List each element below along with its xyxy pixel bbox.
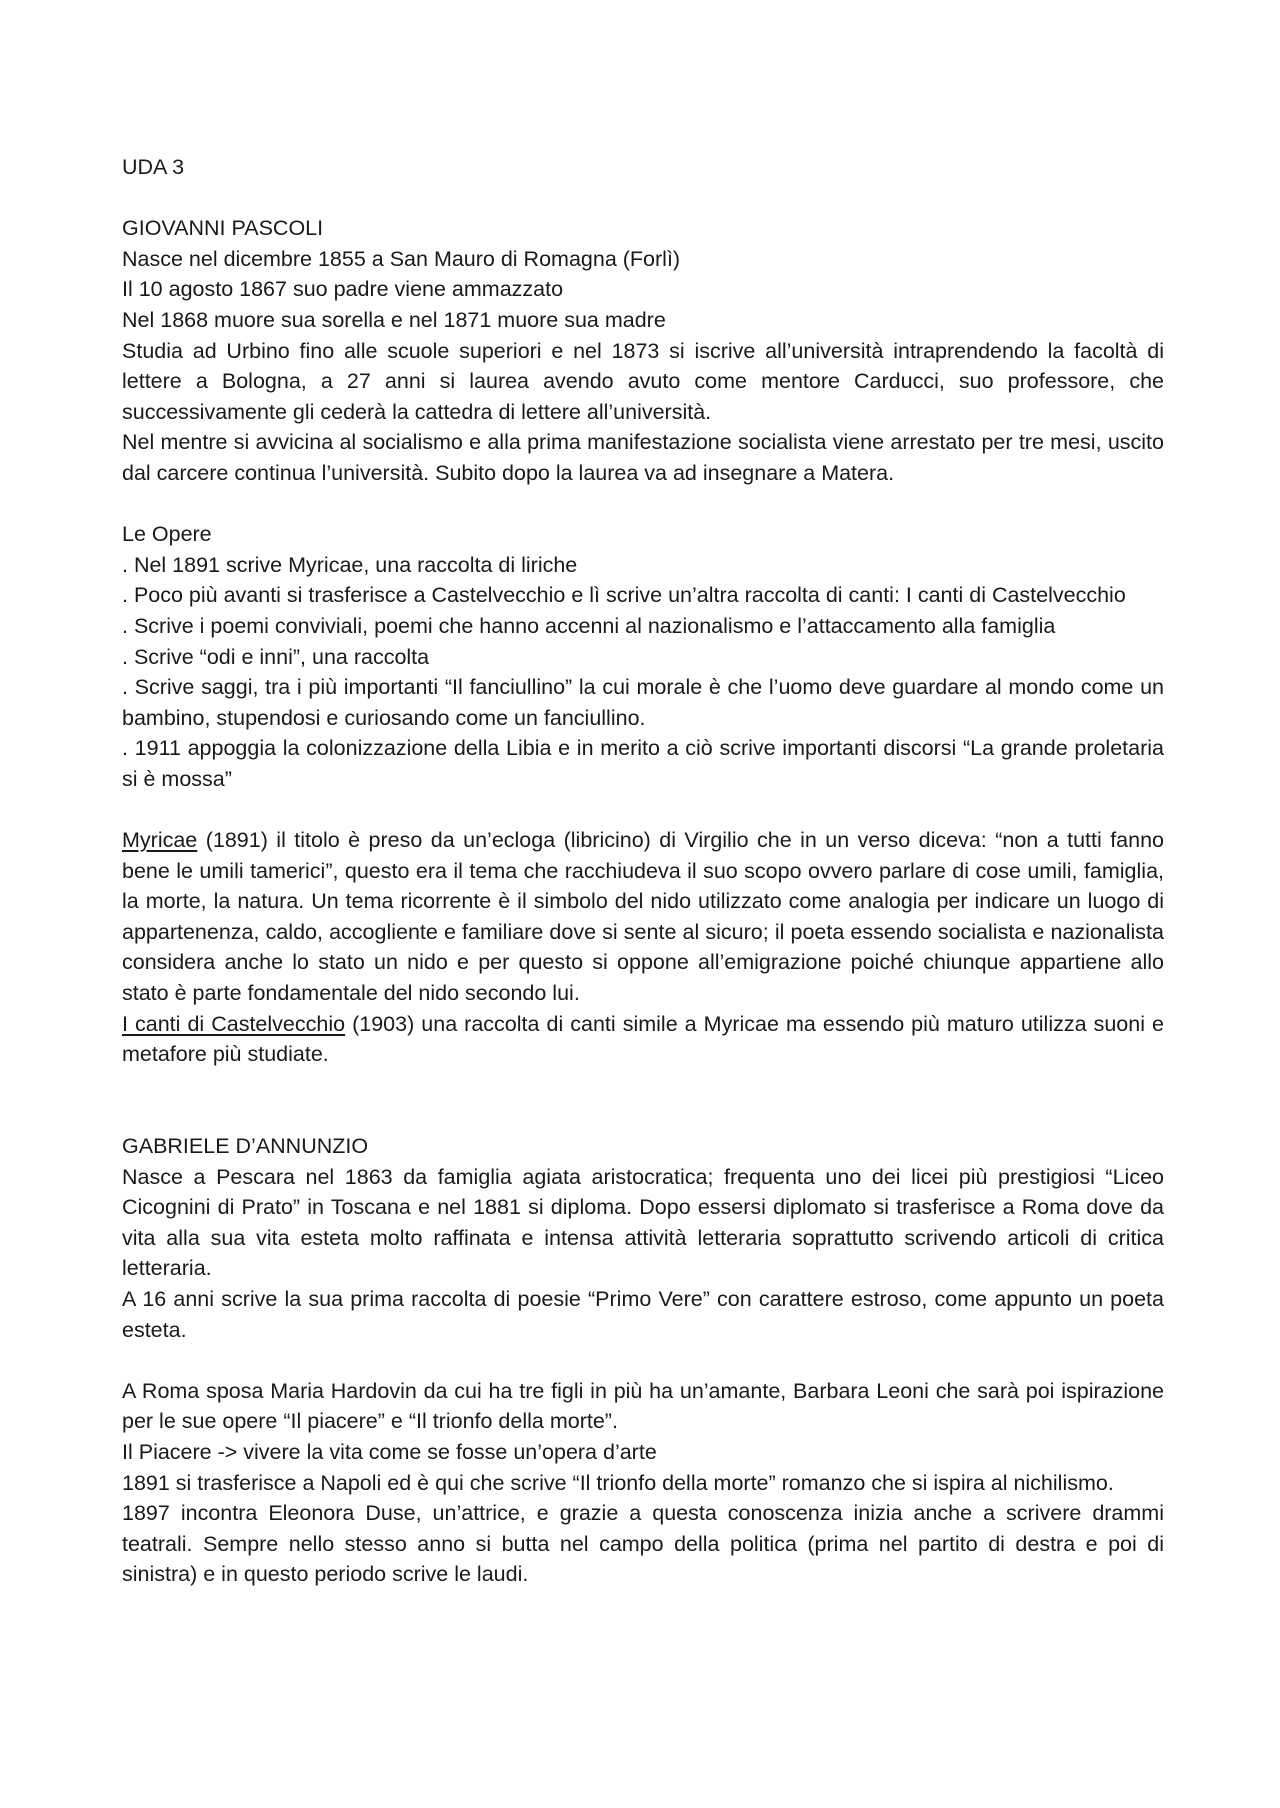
spacer — [122, 183, 1164, 214]
myricae-title: Myricae — [122, 828, 198, 853]
opere-item-libia: . 1911 appoggia la colonizzazione della Libia e in merito a ciò scrive importanti discorsi “La grande proletaria si è mossa” — [122, 736, 1164, 791]
opere-item-myricae: . Nel 1891 scrive Myricae, una raccolta di liriche — [122, 552, 578, 577]
uda-title: UDA 3 — [122, 155, 185, 179]
opere-item-castelvecchio: . Poco più avanti si trasferisce a Castelvecchio e lì scrive un’altra raccolta di canti: I canti di Castelvecchio — [122, 583, 1126, 608]
pascoli-section — [122, 213, 1164, 1070]
pascoli-studies: Studia ad Urbino fino alle scuole superiori e nel 1873 si iscrive all’università intraprendendo la facoltà di lettere a Bologna, a 27 anni si laurea avendo avuto come mentore Carducci, suo professore, che successivamente gli cederà la cattedra di lettere all’università. — [122, 338, 1164, 424]
opere-item-poemi-conviviali: . Scrive i poemi conviviali, poemi che hanno accenni al nazionalismo e l’attaccamento alla famiglia — [122, 613, 1056, 638]
pascoli-heading: GIOVANNI PASCOLI — [122, 216, 324, 241]
opere-item-saggi: . Scrive saggi, tra i più importanti “Il fanciullino” la cui morale è che l’uomo deve guardare al mondo come un bambino, stupendosi e curiosando come un fanciullino. — [122, 675, 1164, 730]
spacer — [122, 1345, 1164, 1376]
pascoli-birth: Nasce nel dicembre 1855 a San Mauro di Romagna (Forlì) — [122, 246, 681, 271]
canti-title: I canti di Castelvecchio — [122, 1011, 346, 1036]
dannunzio-primo-vere: A 16 anni scrive la sua prima raccolta di poesie “Primo Vere” con carattere estroso, come appunto un poeta esteta. — [122, 1286, 1164, 1342]
dannunzio-birth: Nasce a Pescara nel 1863 da famiglia agiata aristocratica; frequenta uno dei licei più prestigiosi “Liceo Cicognini di Prato” in Toscana e nel 1881 si diploma. Dopo essersi diplomato si trasferisce a Roma dove da vita alla sua vita esteta molto raffinata e intensa attività letteraria soprattutto scrivendo articoli di critica letteraria. — [122, 1164, 1164, 1281]
document-page — [122, 152, 1164, 1590]
opere-item-odi-inni: . Scrive “odi e inni”, una raccolta — [122, 644, 430, 669]
dannunzio-napoli: 1891 si trasferisce a Napoli ed è qui che scrive “Il trionfo della morte” romanzo che si ispira al nichilismo. — [122, 1470, 1114, 1495]
canti-text: (1903) una raccolta di canti simile a Myricae ma essendo più maturo utilizza suoni e metafore più studiate. — [122, 1011, 1164, 1067]
spacer — [122, 1070, 1164, 1131]
spacer — [122, 794, 1164, 825]
myricae-text: (1891) il titolo è preso da un’ecloga (libricino) di Virgilio che in un verso diceva: “non a tutti fanno bene le umili tamerici”, questo era il tema che racchiudeva il suo scopo ovvero parlare di cose umili, famiglia, la morte, la natura. Un tema ricorrente è il simbolo del nido utilizzato come analogia per indicare un luogo di appartenenza, caldo, accogliente e familiare dove si sente al sicuro; il poeta essendo socialista e nazionalista considera anche lo stato un nido e per questo si oppone all’emigrazione poiché chiunque appartiene allo stato è parte fondamentale del nido secondo lui. — [122, 828, 1164, 1006]
dannunzio-piacere: Il Piacere -> vivere la vita come se fosse un’opera d’arte — [122, 1439, 657, 1464]
opere-heading: Le Opere — [122, 522, 212, 547]
spacer — [122, 489, 1164, 520]
pascoli-father-death: Il 10 agosto 1867 suo padre viene ammazzato — [122, 277, 564, 302]
canti-paragraph — [122, 1009, 1164, 1070]
pascoli-socialism: Nel mentre si avvicina al socialismo e alla prima manifestazione socialista viene arrestato per tre mesi, uscito dal carcere continua l’università. Subito dopo la laurea va ad insegnare a Matera. — [122, 430, 1164, 485]
dannunzio-roma: A Roma sposa Maria Hardovin da cui ha tre figli in più ha un’amante, Barbara Leoni che sarà poi ispirazione per le sue opere “Il piacere” e “Il trionfo della morte”. — [122, 1378, 1164, 1434]
pascoli-family-deaths: Nel 1868 muore sua sorella e nel 1871 muore sua madre — [122, 307, 666, 332]
dannunzio-section — [122, 1131, 1164, 1590]
dannunzio-heading: GABRIELE D’ANNUNZIO — [122, 1134, 369, 1158]
myricae-paragraph — [122, 825, 1164, 1009]
dannunzio-duse: 1897 incontra Eleonora Duse, un’attrice, e grazie a questa conoscenza inizia anche a scrivere drammi teatrali. Sempre nello stesso anno si butta nel campo della politica (prima nel partito di destra e poi di sinistra) e in questo periodo scrive le laudi. — [122, 1501, 1164, 1587]
